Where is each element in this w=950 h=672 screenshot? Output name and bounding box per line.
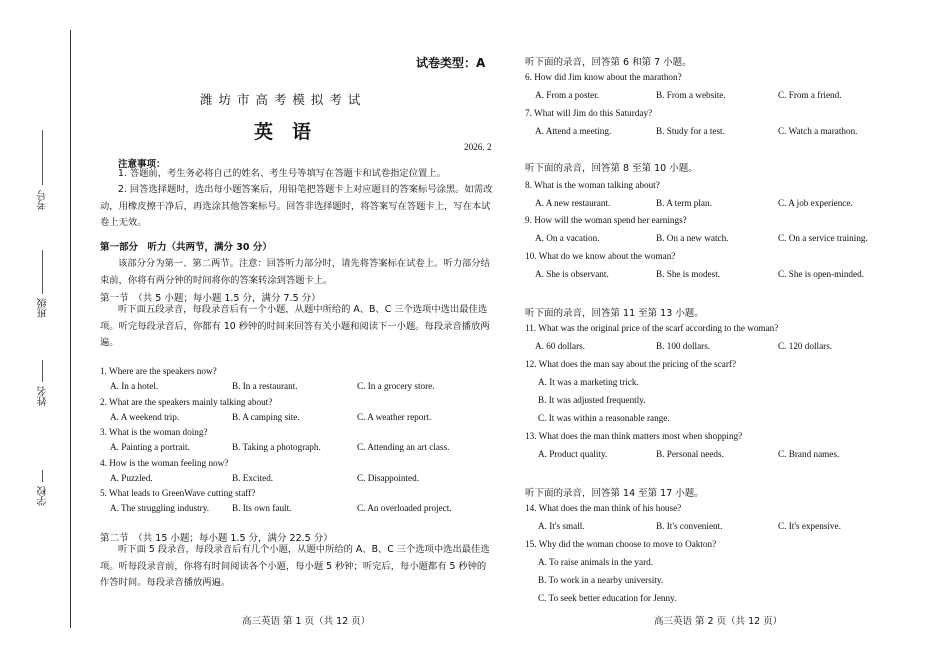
option-b[interactable]: B. 100 dollars. xyxy=(656,341,711,351)
question-12: 12. What does the man say about the pricing of the scarf? xyxy=(525,359,737,369)
exam-date: 2026. 2 xyxy=(464,142,492,152)
option-b[interactable]: B. Excited. xyxy=(232,473,274,483)
group-heading-6-7: 听下面的录音，回答第 6 和第 7 小题。 xyxy=(525,57,692,68)
option-c[interactable]: C. Disappointed. xyxy=(357,473,420,483)
option-c[interactable]: C. It's expensive. xyxy=(778,521,841,531)
option-b[interactable]: B. Its own fault. xyxy=(232,503,292,513)
part1-title: 第一部分 听力（共两节，满分 30 分） xyxy=(100,242,272,253)
option-a[interactable]: A. Product quality. xyxy=(538,449,608,459)
school-label: 学校 xyxy=(38,486,49,506)
option-c[interactable]: C. Attending an art class. xyxy=(357,442,450,452)
option-b[interactable]: B. In a restaurant. xyxy=(232,381,298,391)
option-b[interactable]: B. It was adjusted frequently. xyxy=(538,395,646,405)
group-heading-8-10: 听下面的录音，回答第 8 至第 10 小题。 xyxy=(525,163,698,174)
option-a[interactable]: A. 60 dollars. xyxy=(535,341,586,351)
question-7: 7. What will Jim do this Saturday? xyxy=(525,108,653,118)
subject-title: 英 语 xyxy=(254,121,312,143)
option-c[interactable]: C. In a grocery store. xyxy=(357,381,435,391)
section2-text: 听下面 5 段录音，每段录音后有几个小题，从题中所给的 A、B、C 三个选项中选出最佳选项。听每段录音前，你将有时间阅读各个小题，每小题 5 秒钟；听完后，每小题都有 5 秒钟的作答时间。每段录音播放两遍。 xyxy=(100,544,490,588)
school-field[interactable] xyxy=(8,470,68,600)
notice-2: 2. 回答选择题时，选出每小题答案后，用铅笔把答题卡上对应题目的答案标号涂黑。如需改动，用橡皮擦干净后，再选涂其他答案标号。回答非选择题时，将答案写在答题卡上，写在本试卷上无效。 xyxy=(100,184,493,228)
option-a[interactable]: A. In a hotel. xyxy=(110,381,159,391)
option-a[interactable]: A. Painting a portrait. xyxy=(110,442,190,452)
option-c[interactable]: C. It was within a reasonable range. xyxy=(538,413,670,423)
option-c[interactable]: C. To seek better education for Jenny. xyxy=(538,593,677,603)
class-label: 班级 xyxy=(38,298,49,318)
option-b[interactable]: B. Personal needs. xyxy=(656,449,724,459)
section1-text: 听下面五段录音，每段录音后有一个小题，从题中所给的 A、B、C 三个选项中选出最佳选项。听完每段录音后，你都有 10 秒钟的时间来回答有关小题和阅读下一小题。每段录音播放两遍。 xyxy=(100,304,490,348)
option-a[interactable]: A. It's small. xyxy=(538,521,585,531)
option-a[interactable]: A. She is observant. xyxy=(535,269,609,279)
exam-no-label: 考号 xyxy=(38,190,49,210)
question-14: 14. What does the man think of his house? xyxy=(525,503,682,513)
notice-1: 1. 答题前，考生务必将自己的姓名、考生号等填写在答题卡和试卷指定位置上。 xyxy=(118,168,446,179)
option-c[interactable]: C. Brand names. xyxy=(778,449,840,459)
question-8: 8. What is the woman talking about? xyxy=(525,180,660,190)
option-c[interactable]: C. An overloaded project. xyxy=(357,503,452,513)
option-b[interactable]: B. From a website. xyxy=(656,90,726,100)
option-c[interactable]: C. 120 dollars. xyxy=(778,341,833,351)
option-a[interactable]: A. The struggling industry. xyxy=(110,503,210,513)
option-c[interactable]: C. A weather report. xyxy=(357,412,432,422)
option-a[interactable]: A. Attend a meeting. xyxy=(535,126,612,136)
question: 5. What leads to GreenWave cutting staff? xyxy=(100,488,256,498)
option-b[interactable]: B. A term plan. xyxy=(656,198,712,208)
question: 1. Where are the speakers now? xyxy=(100,366,217,376)
part1-text: 该部分分为第一、第二两节。注意：回答听力部分时，请先将答案标在试卷上。听力部分结束前，你将有两分钟的时间将你的答案转涂到答题卡上。 xyxy=(100,258,490,286)
option-c[interactable]: C. A job experience. xyxy=(778,198,853,208)
question-6: 6. How did Jim know about the marathon? xyxy=(525,72,682,82)
question-9: 9. How will the woman spend her earnings? xyxy=(525,215,687,225)
question-11: 11. What was the original price of the scarf according to the woman? xyxy=(525,323,779,333)
option-b[interactable]: B. A camping site. xyxy=(232,412,300,422)
binding-line xyxy=(70,30,71,628)
option-a[interactable]: A. A new restaurant. xyxy=(535,198,611,208)
question-15: 15. Why did the woman choose to move to Oakton? xyxy=(525,539,717,549)
exam-title: 潍 坊 市 高 考 模 拟 考 试 xyxy=(200,92,362,107)
section1-title: 第一节 （共 5 小题；每小题 1.5 分，满分 7.5 分） xyxy=(100,293,321,304)
notice-title: 注意事项： xyxy=(118,159,166,170)
option-b[interactable]: B. To work in a nearby university. xyxy=(538,575,664,585)
option-b[interactable]: B. It's convenient. xyxy=(656,521,723,531)
option-a[interactable]: A. From a poster. xyxy=(535,90,600,100)
question: 3. What is the woman doing? xyxy=(100,427,208,437)
question: 2. What are the speakers mainly talking about? xyxy=(100,397,273,407)
option-a[interactable]: A. Puzzled. xyxy=(110,473,153,483)
option-a[interactable]: A. It was a marketing trick. xyxy=(538,377,639,387)
group-heading-14-17: 听下面的录音，回答第 14 至第 17 小题。 xyxy=(525,488,704,499)
exam-no-field[interactable] xyxy=(8,130,68,260)
option-c[interactable]: C. On a service training. xyxy=(778,233,868,243)
group-heading-11-13: 听下面的录音，回答第 11 至第 13 小题。 xyxy=(525,308,704,319)
option-a[interactable]: A. A weekend trip. xyxy=(110,412,180,422)
question-10: 10. What do we know about the woman? xyxy=(525,251,676,261)
option-b[interactable]: B. Taking a photograph. xyxy=(232,442,321,452)
paper-type: 试卷类型：A xyxy=(416,56,486,70)
option-c[interactable]: C. She is open-minded. xyxy=(778,269,864,279)
option-b[interactable]: B. On a new watch. xyxy=(656,233,729,243)
option-a[interactable]: A. To raise animals in the yard. xyxy=(538,557,654,567)
option-c[interactable]: C. Watch a marathon. xyxy=(778,126,858,136)
question-13: 13. What does the man think matters most when shopping? xyxy=(525,431,743,441)
question: 4. How is the woman feeling now? xyxy=(100,458,229,468)
page-footer-1: 高三英语 第 1 页（共 12 页） xyxy=(242,616,371,627)
option-a[interactable]: A. On a vacation. xyxy=(535,233,600,243)
option-b[interactable]: B. She is modest. xyxy=(656,269,721,279)
name-label: 姓名 xyxy=(38,386,49,406)
option-c[interactable]: C. From a friend. xyxy=(778,90,842,100)
page-footer-2: 高三英语 第 2 页（共 12 页） xyxy=(654,616,783,627)
section2-title: 第二节 （共 15 小题；每小题 1.5 分，满分 22.5 分） xyxy=(100,533,333,544)
option-b[interactable]: B. Study for a test. xyxy=(656,126,725,136)
